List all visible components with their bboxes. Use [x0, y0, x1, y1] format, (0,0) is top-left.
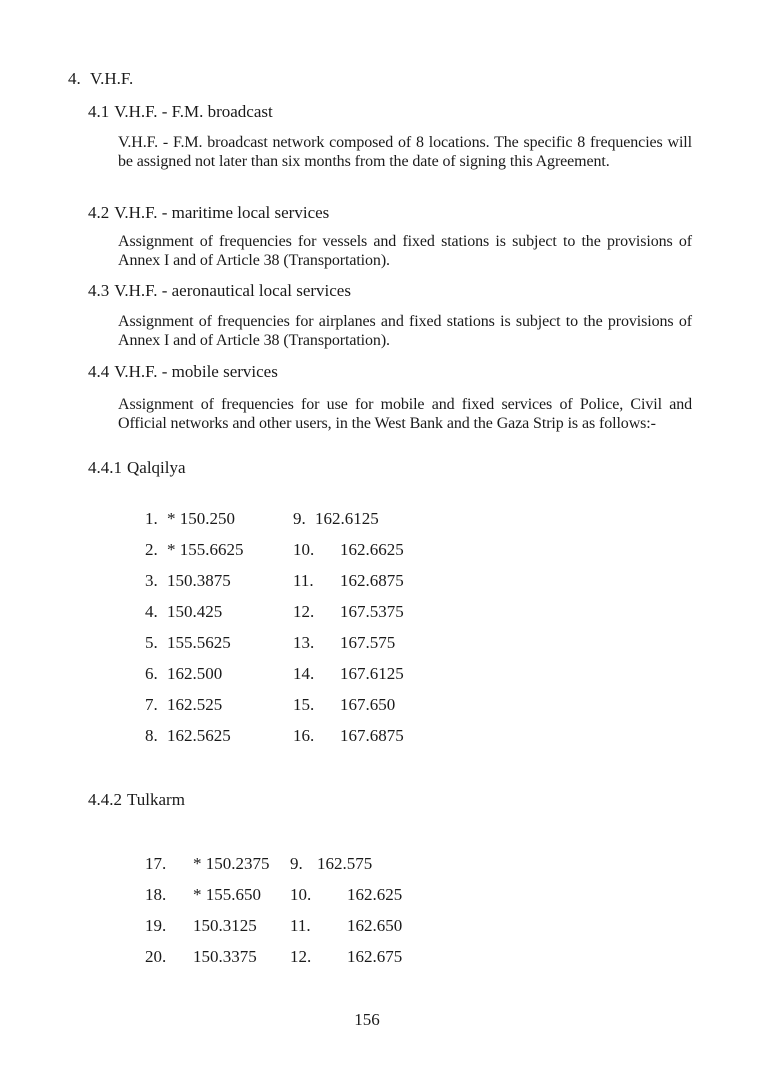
subsection-title: V.H.F. - aeronautical local services — [114, 281, 351, 300]
frequency-value: 162.525 — [167, 695, 223, 714]
item-number: 3. — [145, 571, 158, 590]
frequency-value: 150.3375 — [193, 947, 257, 966]
frequency-value: 162.6125 — [315, 509, 379, 528]
item-number: 4. — [145, 602, 158, 621]
item-number: 14. — [293, 664, 315, 683]
frequency-value: * 150.2375 — [193, 854, 270, 873]
item-number: 5. — [145, 633, 158, 652]
frequency-value: 167.650 — [340, 695, 396, 714]
paragraph-4-2: Assignment of frequencies for vessels and fixed stations is subject to the provisions of Annex I and of Article 38 (Transportation). — [118, 233, 692, 269]
location-name: Qalqilya — [127, 458, 186, 477]
item-number: 11. — [290, 916, 311, 935]
subsection-title: V.H.F. - mobile services — [114, 362, 278, 381]
frequency-value: 162.650 — [347, 916, 403, 935]
item-number: 1. — [145, 509, 158, 528]
frequency-value: * 150.250 — [167, 509, 235, 528]
subsection-heading-4-3 — [88, 281, 351, 300]
location-heading-4-4-1 — [88, 458, 186, 477]
section-number: 4. — [68, 69, 81, 88]
frequency-row — [145, 695, 404, 726]
frequency-row — [145, 854, 402, 885]
frequency-value: 167.575 — [340, 633, 396, 652]
frequency-row — [145, 540, 404, 571]
subsection-heading-4-2 — [88, 203, 329, 222]
frequency-value: 162.575 — [317, 854, 373, 873]
item-number: 9. — [293, 509, 306, 528]
item-number: 10. — [290, 885, 312, 904]
frequency-value: 162.6625 — [340, 540, 404, 559]
item-number: 12. — [290, 947, 312, 966]
frequency-list-qalqilya — [145, 509, 404, 757]
item-number: 7. — [145, 695, 158, 714]
frequency-row — [145, 633, 404, 664]
item-number: 17. — [145, 854, 167, 873]
subsection-number: 4.3 — [88, 281, 110, 300]
frequency-value: 150.425 — [167, 602, 223, 621]
section-heading — [68, 69, 133, 88]
paragraph-4-4: Assignment of frequencies for use for mobile and fixed services of Police, Civil and Official networks and other users, in the West Bank and the Gaza Strip is as follows:- — [118, 396, 692, 432]
frequency-value: 150.3875 — [167, 571, 231, 590]
location-number: 4.4.1 — [88, 458, 122, 477]
frequency-row — [145, 602, 404, 633]
item-number: 16. — [293, 726, 315, 745]
item-number: 6. — [145, 664, 158, 683]
frequency-value: * 155.650 — [193, 885, 261, 904]
frequency-row — [145, 664, 404, 695]
item-number: 20. — [145, 947, 167, 966]
subsection-number: 4.1 — [88, 102, 110, 121]
frequency-row — [145, 509, 404, 540]
location-heading-4-4-2 — [88, 790, 185, 809]
item-number: 11. — [293, 571, 314, 590]
section-title: V.H.F. — [90, 69, 134, 88]
frequency-row — [145, 916, 402, 947]
frequency-value: 167.5375 — [340, 602, 404, 621]
frequency-row — [145, 947, 402, 978]
frequency-value: 162.675 — [347, 947, 403, 966]
subsection-title: V.H.F. - F.M. broadcast — [114, 102, 273, 121]
item-number: 12. — [293, 602, 315, 621]
frequency-value: 162.625 — [347, 885, 403, 904]
frequency-value: * 155.6625 — [167, 540, 244, 559]
item-number: 8. — [145, 726, 158, 745]
frequency-value: 162.6875 — [340, 571, 404, 590]
subsection-heading-4-1 — [88, 102, 273, 121]
item-number: 2. — [145, 540, 158, 559]
frequency-value: 167.6125 — [340, 664, 404, 683]
paragraph-4-3: Assignment of frequencies for airplanes and fixed stations is subject to the provisions of Annex I and of Article 38 (Transportation). — [118, 313, 692, 349]
item-number: 15. — [293, 695, 315, 714]
item-number: 9. — [290, 854, 303, 873]
frequency-row — [145, 726, 404, 757]
frequency-value: 162.5625 — [167, 726, 231, 745]
frequency-row — [145, 571, 404, 602]
frequency-row — [145, 885, 402, 916]
paragraph-4-1: V.H.F. - F.M. broadcast network composed of 8 locations. The specific 8 frequencies will be assigned not later than six months from the date of signing this Agreement. — [118, 134, 692, 170]
page-number: 156 — [354, 1010, 380, 1029]
subsection-heading-4-4 — [88, 362, 278, 381]
subsection-title: V.H.F. - maritime local services — [114, 203, 330, 222]
item-number: 19. — [145, 916, 167, 935]
frequency-list-tulkarm — [145, 854, 402, 978]
subsection-number: 4.2 — [88, 203, 110, 222]
frequency-value: 155.5625 — [167, 633, 231, 652]
subsection-number: 4.4 — [88, 362, 110, 381]
frequency-value: 150.3125 — [193, 916, 257, 935]
location-number: 4.4.2 — [88, 790, 122, 809]
location-name: Tulkarm — [127, 790, 185, 809]
frequency-value: 167.6875 — [340, 726, 404, 745]
item-number: 10. — [293, 540, 315, 559]
item-number: 13. — [293, 633, 315, 652]
item-number: 18. — [145, 885, 167, 904]
frequency-value: 162.500 — [167, 664, 223, 683]
